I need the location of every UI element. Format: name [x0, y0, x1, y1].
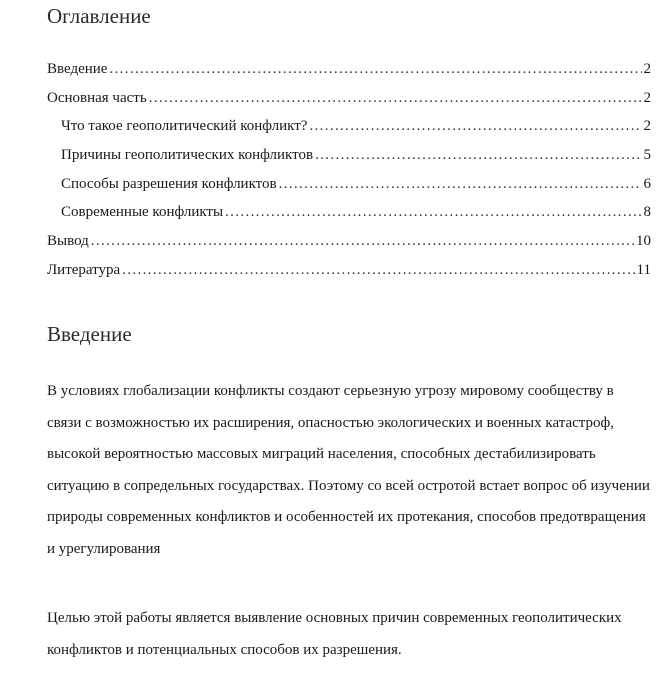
toc-leader-dots [149, 86, 642, 110]
toc-entry-label: Способы разрешения конфликтов [61, 175, 277, 192]
toc-entry-label: Основная часть [47, 89, 147, 106]
toc-leader-dots [225, 200, 641, 224]
toc-title: Оглавление [47, 4, 151, 28]
toc-leader-dots [315, 143, 641, 167]
toc-leader-dots [91, 229, 634, 253]
toc-entry-page: 6 [643, 175, 651, 192]
toc-entry-label: Причины геополитических конфликтов [61, 147, 314, 164]
toc-entry-page: 2 [643, 118, 651, 135]
toc-entry-label: Введение [47, 61, 108, 77]
toc-entry-conclusion[interactable] [47, 229, 651, 258]
toc-entry-page: 2 [643, 89, 651, 106]
toc-entry-page: 11 [636, 261, 651, 278]
toc-entry-label: Современные конфликты [61, 204, 224, 221]
toc-leader-dots [122, 258, 634, 282]
toc-entry-label: Литература [47, 261, 121, 278]
toc-entry-what-is-conflict[interactable] [47, 114, 651, 143]
toc-entry-label: Что такое геополитический конфликт? [61, 118, 308, 135]
table-of-contents [47, 57, 651, 287]
body-paragraph: В условиях глобализации конфликты создают серьезную угрозу мировому сообществу в связи с возможностью их расширения, опасностью экологических и военных катастроф, высокой вероятностью массовых миграций населения, способных дестабилизировать ситуацию в сопредельных государствах. Поэтому со всей остротой встает вопрос об изучении природы современных конфликтов и особенностей их протекания, способов предотвращения и урегулирования [47, 383, 650, 557]
toc-entry-page: 10 [636, 233, 651, 250]
toc-entry-introduction[interactable] [47, 57, 651, 86]
toc-leader-dots [309, 114, 641, 138]
toc-entry-page: 8 [643, 204, 651, 221]
toc-leader-dots [109, 57, 641, 81]
toc-leader-dots [279, 172, 642, 196]
toc-entry-label: Вывод [47, 233, 89, 250]
toc-entry-causes[interactable] [47, 143, 651, 172]
toc-entry-literature[interactable] [47, 258, 651, 287]
toc-entry-modern-conflicts[interactable] [47, 200, 651, 229]
section-heading-introduction: Введение [47, 322, 132, 346]
body-paragraph: Целью этой работы является выявление основных причин современных геополитических конфликтов и потенциальных способов их разрешения. [47, 610, 622, 658]
toc-entry-resolution-methods[interactable] [47, 172, 651, 201]
toc-entry-page: 2 [643, 61, 651, 77]
toc-entry-main-part[interactable] [47, 86, 651, 115]
toc-entry-page: 5 [643, 147, 651, 164]
